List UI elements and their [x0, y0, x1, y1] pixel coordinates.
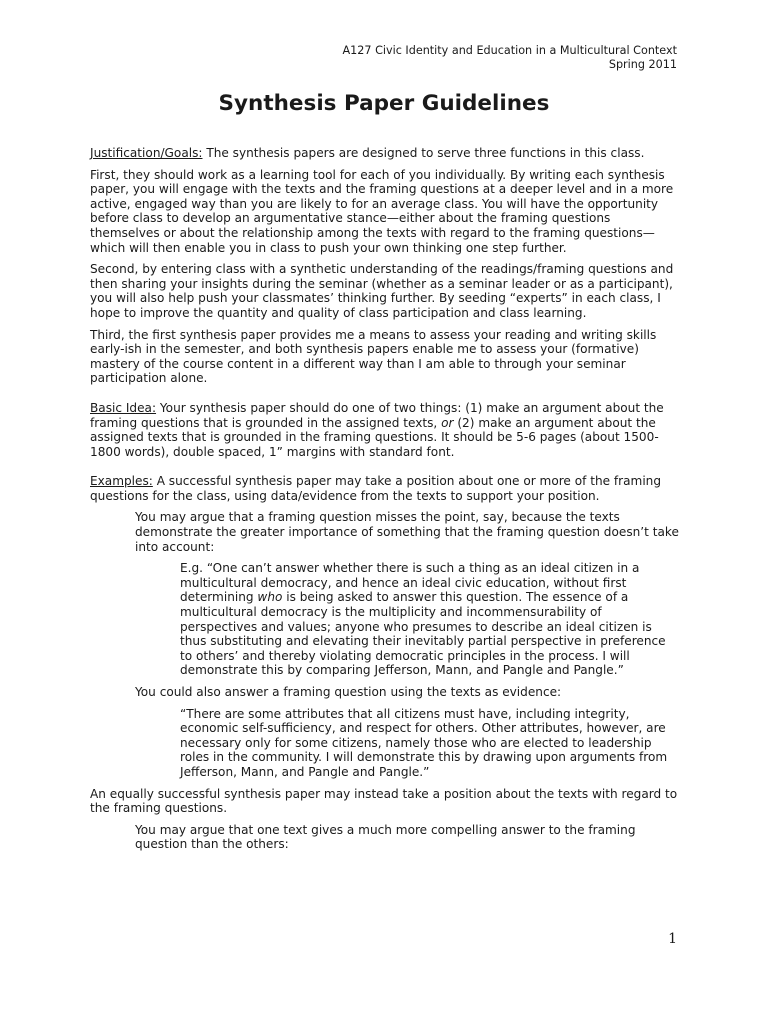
justification-intro [90, 146, 680, 161]
justification-intro-text: The synthesis papers are designed to serve three functions in this class. [202, 146, 645, 160]
justification-paragraph-2: Second, by entering class with a synthetic understanding of the readings/framing questions and then sharing your insights during the seminar (whether as a seminar leader or as a participant), you will also help push your classmates’ thinking further. By seeding “experts” in each class, I hope to improve the quantity and quality of class participation and class learning. [90, 262, 674, 320]
basic-idea-label: Basic Idea: [90, 400, 157, 415]
course-term: Spring 2011 [608, 58, 677, 71]
quote1-who: who [257, 590, 283, 605]
examples-intro [90, 474, 680, 503]
page-number: 1 [668, 931, 677, 947]
page-title: Synthesis Paper Guidelines [218, 91, 550, 116]
basic-idea-or: or [441, 415, 454, 430]
basic-idea-text-a: Your synthesis paper should do one of two things: (1) make an argument about the framing questions that is grounded in the assigned texts, [90, 400, 664, 430]
justification-label: Justification/Goals: [90, 146, 203, 160]
justification-paragraph-3: Third, the first synthesis paper provides me a means to assess your reading and writing skills early-ish in the semester, and both synthesis papers enable me to assess your (formative) mastery of the course content in a different way than I am able to through your seminar participation alone. [90, 327, 657, 386]
examples-intro-text: A successful synthesis paper may take a position about one or more of the framing questions for the class, using data/evidence from the texts to support your position. [90, 474, 662, 503]
basic-idea-text-b: (2) make an argument about the assigned texts that is grounded in the framing questions. It should be 5-6 pages (about 1500-1800 words), double spaced, 1” margins with standard font. [90, 415, 659, 459]
quote1-part-a: E.g. “One can’t answer whether there is such a thing as an ideal citizen in a multicultural democracy, and hence an ideal civic education, without first determining [180, 561, 640, 605]
course-title: A127 Civic Identity and Education in a Multicultural Context [342, 44, 677, 57]
example-quote-1 [180, 561, 680, 678]
example-quote-2: “There are some attributes that all citizens must have, including integrity, economic self-sufficiency, and respect for others. Other attributes, however, are necessary only for some citizens, namely those who are elected to leadership roles in the community. I will demonstrate this by drawing upon arguments from Jefferson, Mann, and Pangle and Pangle.” [180, 706, 668, 779]
example-argue-2: You could also answer a framing question using the texts as evidence: [135, 685, 562, 699]
examples-alternative: An equally successful synthesis paper may instead take a position about the texts with regard to the framing questions. [90, 786, 678, 816]
example-argue-3: You may argue that one text gives a much more compelling answer to the framing question than the others: [135, 822, 636, 852]
justification-paragraph-1: First, they should work as a learning tool for each of you individually. By writing each synthesis paper, you will engage with the texts and the framing questions at a deeper level and in a more active, engaged way than you are likely to for an average class. You will have the opportunity before class to develop an argumentative stance—either about the framing questions themselves or about the relationship among the texts with regard to the framing questions—which will then enable you in class to push your own thinking one step further. [90, 167, 674, 255]
basic-idea-paragraph [90, 401, 680, 459]
document-body [90, 146, 680, 859]
course-header [343, 44, 678, 72]
quote1-part-b: is being asked to answer this question. The essence of a multicultural democracy is the multiplicity and incommensurability of perspectives and values; anyone who presumes to describe an ideal citizen is thus substituting and elevating their inevitably partial perspective in preference to others’ and thereby violating democratic principles in the process. I will demonstrate this by comparing Jefferson, Mann, and Pangle and Pangle.” [180, 590, 666, 678]
example-argue-1: You may argue that a framing question misses the point, say, because the texts demonstrate the greater importance of something that the framing question doesn’t take into account: [135, 510, 679, 554]
examples-label: Examples: [90, 474, 153, 489]
